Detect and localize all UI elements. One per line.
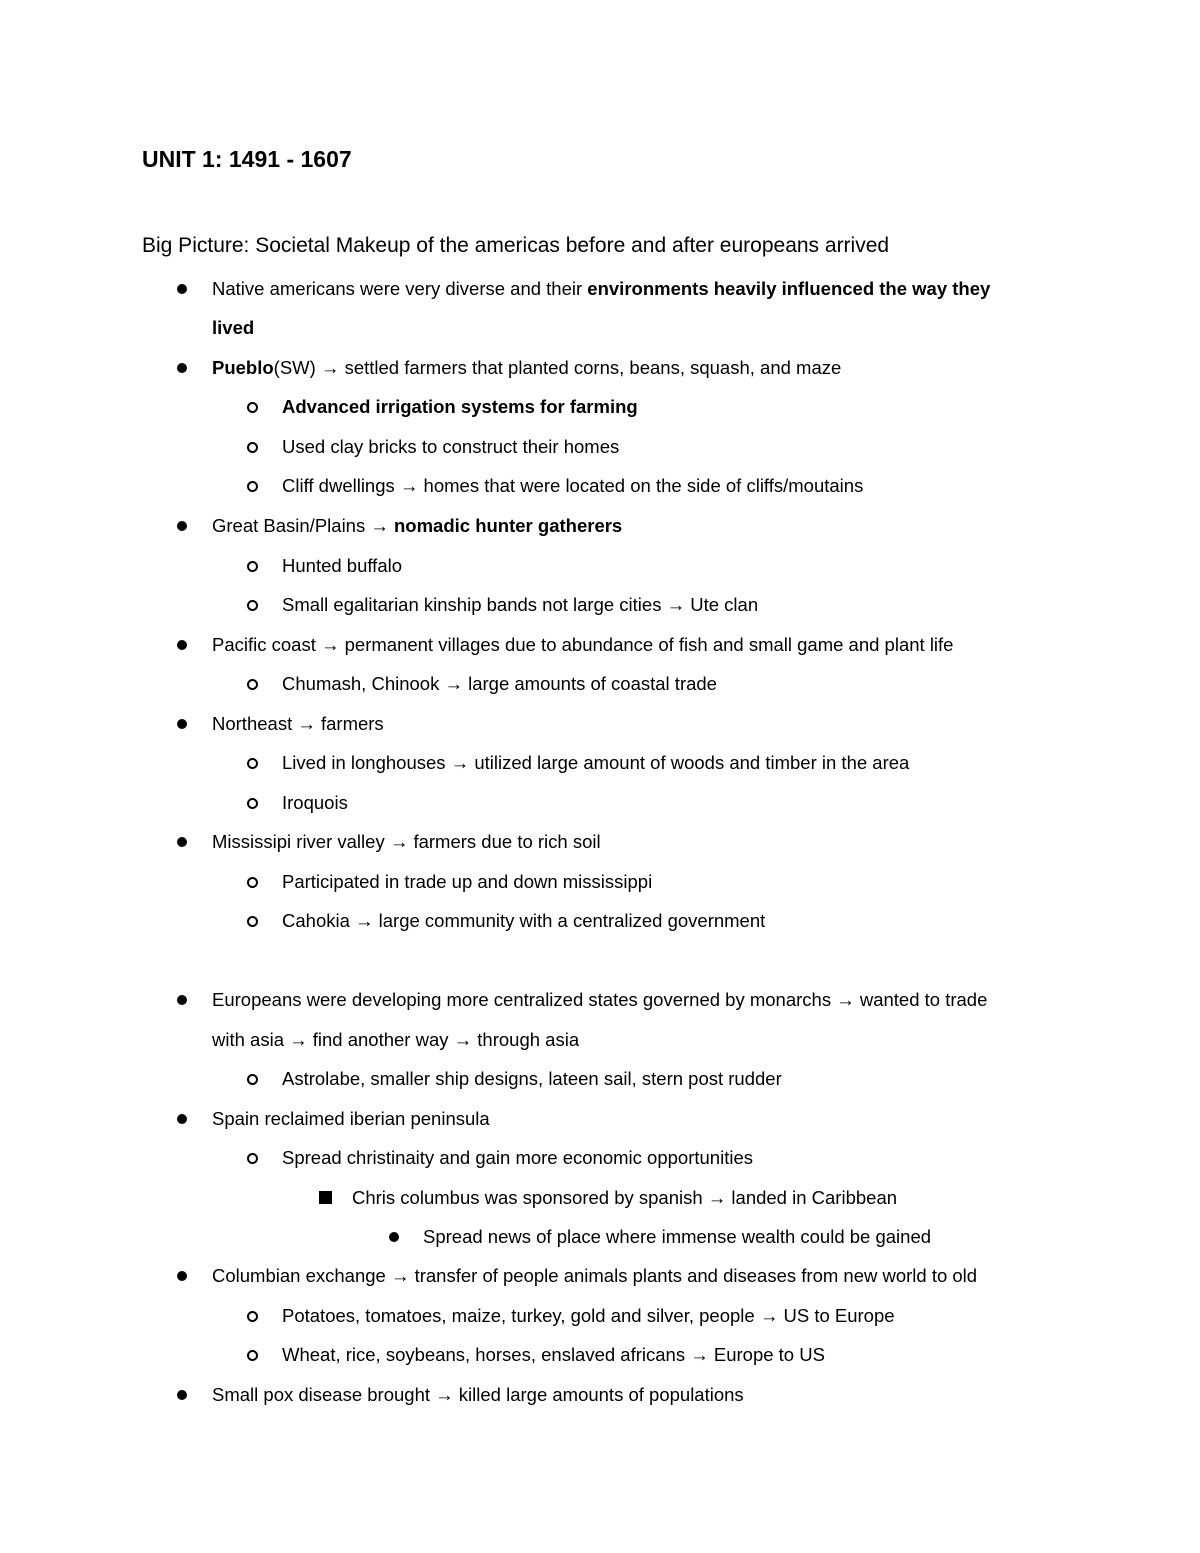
bullet-circle bbox=[247, 798, 258, 809]
list-item-chumash: Chumash, Chinook → large amounts of coastal trade bbox=[282, 673, 717, 694]
list-item-irrigation: Advanced irrigation systems for farming bbox=[282, 396, 638, 417]
list-item-cahokia: Cahokia → large community with a centralized government bbox=[282, 910, 766, 931]
bullet-square bbox=[319, 1191, 332, 1204]
list-item-small-pox: Small pox disease brought → killed large amounts of populations bbox=[212, 1384, 744, 1405]
list-item-buffalo: Hunted buffalo bbox=[282, 555, 403, 576]
bullet-circle bbox=[247, 916, 258, 927]
list-item-pueblo: Pueblo(SW) → settled farmers that planted corns, beans, squash, and maze bbox=[212, 357, 842, 378]
list-item-spread-christianity: Spread christinaity and gain more economic opportunities bbox=[282, 1147, 753, 1168]
bullet-circle bbox=[247, 561, 258, 572]
list-item-astrolabe: Astrolabe, smaller ship designs, lateen sail, stern post rudder bbox=[282, 1068, 782, 1089]
big-picture-heading: Big Picture: Societal Makeup of the americas before and after europeans arrived bbox=[142, 234, 890, 257]
list-item-spain: Spain reclaimed iberian peninsula bbox=[212, 1108, 490, 1129]
list-item-great-basin: Great Basin/Plains → nomadic hunter gatherers bbox=[212, 515, 623, 536]
bullet-circle bbox=[247, 877, 258, 888]
bullet-disc bbox=[177, 284, 187, 294]
list-item-northeast: Northeast → farmers bbox=[212, 713, 384, 734]
bullet-disc bbox=[177, 719, 187, 729]
list-item-columbian-exchange: Columbian exchange → transfer of people animals plants and diseases from new world to old bbox=[212, 1265, 978, 1286]
bullet-circle bbox=[247, 481, 258, 492]
bullet-disc bbox=[177, 1114, 187, 1124]
bullet-disc bbox=[177, 837, 187, 847]
list-item-wheat: Wheat, rice, soybeans, horses, enslaved africans → Europe to US bbox=[282, 1344, 825, 1365]
bullet-circle bbox=[247, 1074, 258, 1085]
list-item-cliff-dwellings: Cliff dwellings → homes that were located on the side of cliffs/moutains bbox=[282, 475, 864, 496]
bullet-circle bbox=[247, 679, 258, 690]
page-title: UNIT 1: 1491 - 1607 bbox=[142, 146, 352, 172]
list-item-continuation: with asia → find another way → through asia bbox=[212, 1029, 580, 1050]
bullet-disc bbox=[177, 1390, 187, 1400]
list-item-pacific-coast: Pacific coast → permanent villages due to abundance of fish and small game and plant life bbox=[212, 634, 954, 655]
bullet-disc bbox=[177, 995, 187, 1005]
list-item-participated: Participated in trade up and down mississippi bbox=[282, 871, 653, 892]
list-item-europeans: Europeans were developing more centralized states governed by monarchs → wanted to trade bbox=[212, 989, 988, 1010]
list-item-longhouses: Lived in longhouses → utilized large amount of woods and timber in the area bbox=[282, 752, 910, 773]
bullet-disc bbox=[177, 521, 187, 531]
list-item-mississipi: Mississipi river valley → farmers due to rich soil bbox=[212, 831, 601, 852]
bullet-circle bbox=[247, 442, 258, 453]
bullet-circle bbox=[247, 402, 258, 413]
list-item-continuation: lived bbox=[212, 317, 255, 338]
bullet-disc bbox=[177, 1271, 187, 1281]
list-item-columbus: Chris columbus was sponsored by spanish → landed in Caribbean bbox=[352, 1187, 898, 1208]
list-item-iroquois: Iroquois bbox=[282, 792, 348, 813]
bullet-circle bbox=[247, 600, 258, 611]
list-item-clay-bricks: Used clay bricks to construct their homes bbox=[282, 436, 620, 457]
bullet-circle bbox=[247, 1350, 258, 1361]
list-item-native-americans: Native americans were very diverse and their environments heavily influenced the way they bbox=[212, 278, 991, 299]
list-item-spread-news: Spread news of place where immense wealth could be gained bbox=[423, 1226, 932, 1247]
bullet-disc bbox=[177, 640, 187, 650]
list-item-egalitarian: Small egalitarian kinship bands not large cities → Ute clan bbox=[282, 594, 759, 615]
bullet-circle bbox=[247, 758, 258, 769]
bullet-circle bbox=[247, 1153, 258, 1164]
bullet-circle bbox=[247, 1311, 258, 1322]
list-item-potatoes: Potatoes, tomatoes, maize, turkey, gold and silver, people → US to Europe bbox=[282, 1305, 895, 1326]
bullet-disc bbox=[389, 1232, 399, 1242]
bullet-disc bbox=[177, 363, 187, 373]
